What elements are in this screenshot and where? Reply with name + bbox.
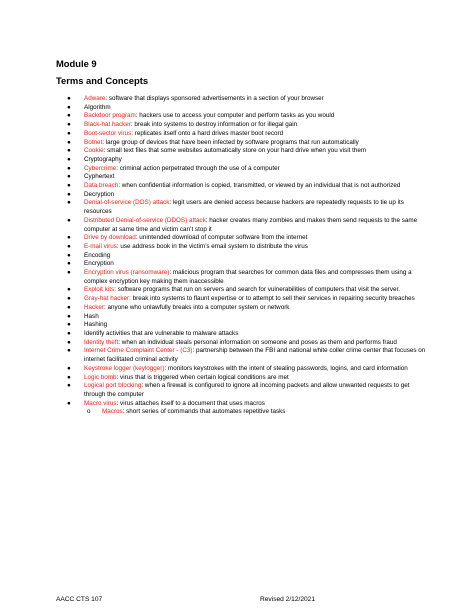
term-item — [66, 112, 426, 121]
term-item — [66, 252, 426, 261]
term-name: Cybercrime — [84, 164, 117, 172]
bullet-icon: ● — [67, 373, 71, 381]
term-name: Adware — [84, 95, 106, 102]
term-name: Encryption virus (ransomware) — [84, 269, 170, 277]
term-definition: : virus that is triggered when certain logical conditions are met — [116, 373, 289, 381]
footer-revised: Revised 2/12/2021 — [260, 596, 315, 603]
term-item — [66, 139, 426, 148]
section-title: Terms and Concepts — [56, 75, 149, 86]
hollow-bullet-icon: o — [87, 408, 91, 416]
term-name: Identify activities that are vulnerable to malware attacks — [84, 329, 239, 337]
term-item — [66, 260, 426, 269]
term-item — [66, 243, 426, 252]
term-definition: : monitors keystrokes with the intent of stealing passwords, logins, and card information — [164, 364, 408, 372]
term-item — [66, 217, 426, 234]
sub-term-list — [84, 408, 426, 417]
term-name: Encryption — [84, 260, 114, 268]
bullet-icon: ● — [67, 199, 71, 207]
term-item — [66, 365, 426, 374]
term-name: Macro virus — [84, 399, 117, 407]
term-name: Identity theft — [84, 338, 119, 346]
term-name: Denial-of-service (DOS) attack — [84, 199, 170, 207]
bullet-icon: ● — [67, 234, 71, 242]
term-definition: : criminal action perpetrated through the use of a computer — [116, 164, 280, 172]
bullet-icon: ● — [67, 364, 71, 372]
term-definition: : replicates itself onto a hard drives master boot record — [131, 129, 284, 137]
term-name: Hashing — [84, 321, 108, 329]
term-item — [66, 339, 426, 348]
term-definition: : software that displays sponsored advertisements in a section of your browser — [105, 95, 324, 102]
term-definition: : anyone who unlawfully breaks into a computer system or network — [103, 303, 290, 311]
term-item — [66, 130, 426, 139]
term-name: Black-hat hacker — [84, 121, 131, 129]
bullet-icon: ● — [67, 303, 71, 311]
term-item — [66, 400, 426, 417]
sub-term-definition: : short series of commands that automates repetitive tasks — [122, 408, 286, 416]
bullet-icon: ● — [67, 138, 71, 146]
sub-term-item — [84, 408, 426, 417]
term-name: Keystroke logger (keylogger) — [84, 364, 165, 372]
module-title: Module 9 — [56, 58, 97, 69]
term-definition: : unintended download of computer software from the internet — [135, 234, 308, 242]
term-item — [66, 191, 426, 200]
bullet-icon: ● — [67, 95, 71, 102]
bullet-icon: ● — [67, 269, 71, 277]
term-definition: : use address book in the victim’s email system to distribute the virus — [116, 242, 308, 250]
term-definition: : when confidential information is copied, transmitted, or viewed by an individual that is not authorized — [118, 182, 401, 190]
term-item — [66, 234, 426, 243]
term-name: Cyphertext — [84, 173, 115, 181]
term-name: E-mail virus — [84, 242, 117, 250]
term-item — [66, 199, 426, 216]
bullet-icon: ● — [67, 242, 71, 250]
term-name: Cookie — [84, 147, 104, 155]
term-definition: : break into systems to destroy information or for illegal gain — [130, 121, 298, 129]
bullet-icon: ● — [67, 329, 71, 337]
bullet-icon: ● — [67, 147, 71, 155]
term-name: Gray-hat hacker — [84, 295, 130, 303]
term-item — [66, 330, 426, 339]
term-name: Drive by download — [84, 234, 136, 242]
bullet-icon: ● — [67, 129, 71, 137]
bullet-icon: ● — [67, 216, 71, 224]
bullet-icon: ● — [67, 103, 71, 111]
bullet-icon: ● — [67, 112, 71, 120]
bullet-icon: ● — [67, 321, 71, 329]
term-name: Cryptography — [84, 155, 122, 163]
term-item — [66, 104, 426, 113]
term-definition: : software programs that run on servers and search for vulnerabilities of computers that visit the server. — [114, 286, 401, 294]
term-name: Encoding — [84, 251, 111, 259]
term-definition: : small text files that some websites automatically store on your hard drive when you visit them — [103, 147, 367, 155]
term-name: Hacker — [84, 303, 104, 311]
term-definition: : hacker creates many zombies and makes them send requests to the same computer at same time and victim can’t stop it — [84, 216, 418, 233]
term-item — [66, 295, 426, 304]
term-name: Hash — [84, 312, 99, 320]
bullet-icon: ● — [67, 399, 71, 407]
term-item — [66, 121, 426, 130]
term-name: Boot-sector virus — [84, 129, 132, 137]
term-name: Backdoor program — [84, 112, 136, 120]
bullet-icon: ● — [67, 286, 71, 294]
term-name: Exploit kits — [84, 286, 115, 294]
bullet-icon: ● — [67, 190, 71, 198]
term-item — [66, 165, 426, 174]
term-name: Decryption — [84, 190, 115, 198]
term-item — [66, 95, 426, 104]
term-definition: : large group of devices that have been infected by software programs that run automatically — [102, 138, 359, 146]
bullet-icon: ● — [67, 251, 71, 259]
sub-term-name: Macros — [102, 408, 123, 416]
term-name: Logical port blocking — [84, 382, 142, 390]
term-name: Algorithm — [84, 103, 111, 111]
bullet-icon: ● — [67, 155, 71, 163]
term-name: Botnet — [84, 138, 103, 146]
bullet-icon: ● — [67, 338, 71, 346]
term-item — [66, 182, 426, 191]
term-definition: : when an individual steals personal information on someone and poses as them and performs fraud — [118, 338, 397, 346]
term-item — [66, 347, 426, 364]
bullet-icon: ● — [67, 382, 71, 390]
bullet-icon: ● — [67, 347, 71, 355]
term-item — [66, 147, 426, 156]
bullet-icon: ● — [67, 173, 71, 181]
term-definition: : virus attaches itself to a document that uses macros — [116, 399, 265, 407]
bullet-icon: ● — [67, 121, 71, 129]
bullet-icon: ● — [67, 182, 71, 190]
bullet-icon: ● — [67, 260, 71, 268]
term-item — [66, 156, 426, 165]
terms-list — [66, 95, 426, 417]
term-name: Internet Crime Complaint Center - (C3) — [84, 347, 193, 355]
bullet-icon: ● — [67, 295, 71, 303]
term-name: Logic bomb — [84, 373, 117, 381]
term-item — [66, 173, 426, 182]
term-item — [66, 304, 426, 313]
term-definition: : malicious program that searches for common data files and compresses them using a complex encryption key making them inaccessible — [84, 269, 412, 285]
term-item — [66, 269, 426, 286]
term-definition: : partnership between the FBI and national white coller crime center that focuses on internet facilitated criminal activity — [84, 347, 426, 364]
term-item — [66, 321, 426, 330]
term-name: Data breach — [84, 182, 119, 190]
footer-course: AACC CTS 107 — [56, 596, 103, 603]
term-definition: : break into systems to flaunt expertise or to attempt to sell their services in repairing security breaches — [129, 295, 415, 303]
term-item — [66, 374, 426, 383]
term-item — [66, 313, 426, 322]
term-item — [66, 286, 426, 295]
bullet-icon: ● — [67, 312, 71, 320]
term-item — [66, 382, 426, 399]
term-definition: : hackers use to access your computer and perform tasks as you would — [135, 112, 335, 120]
term-definition: : legit users are denied access because hackers are repeatedly requests to tie up its resources — [84, 199, 404, 216]
term-definition: : when a firewall is configured to ignore all incoming packets and allow unwanted requests to get through the computer — [84, 382, 410, 398]
bullet-icon: ● — [67, 164, 71, 172]
term-name: Distributed Denial-of-service (DDOS) attack — [84, 216, 206, 224]
